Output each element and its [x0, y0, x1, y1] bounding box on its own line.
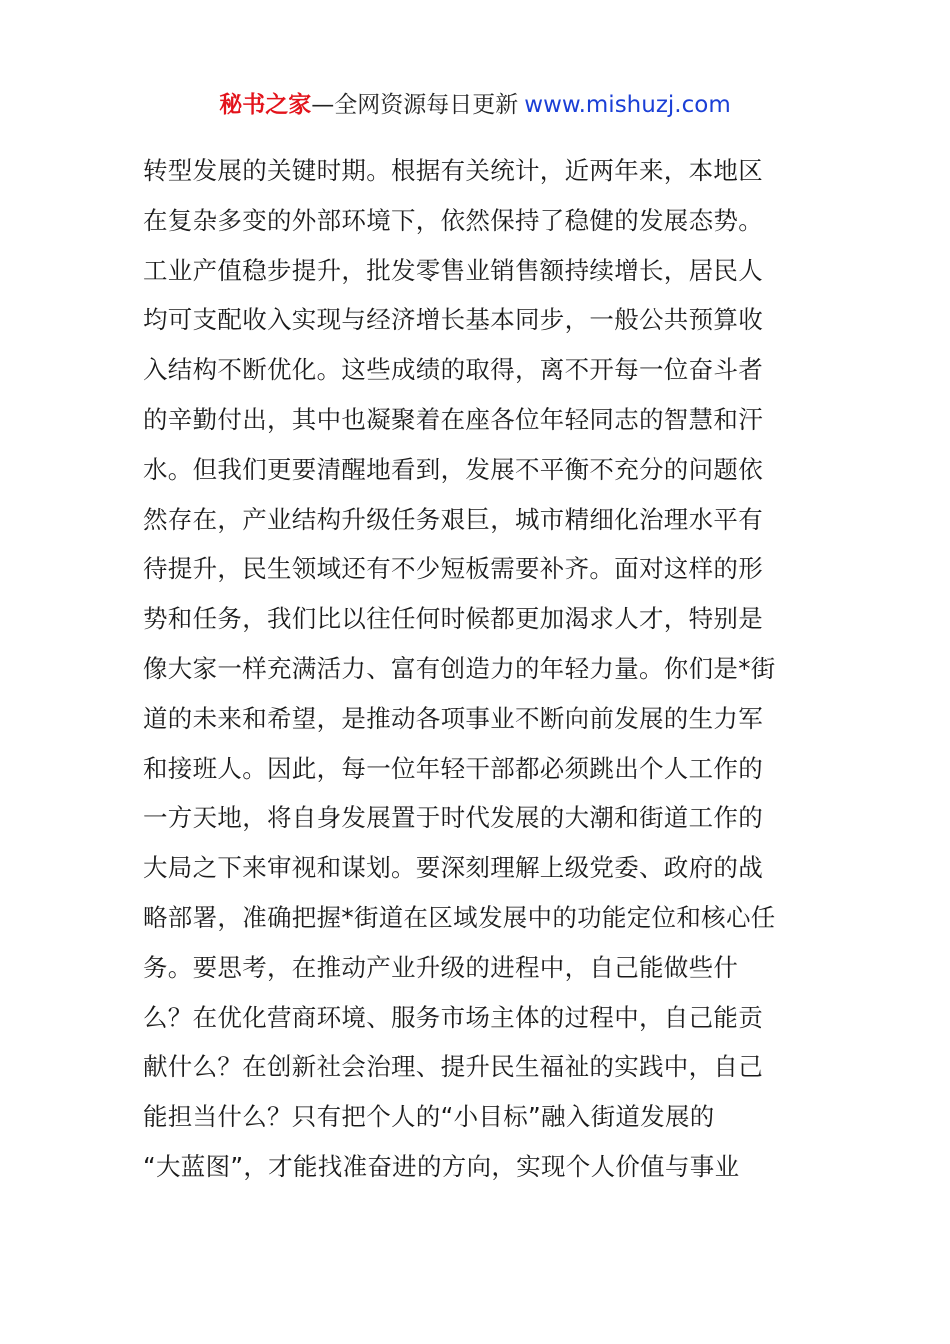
- body-line: 水。但我们更要清醒地看到，发展不平衡不充分的问题依: [143, 454, 763, 484]
- body-line: 入结构不断优化。这些成绩的取得，离不开每一位奋斗者: [143, 355, 763, 385]
- body-line: 能担当什么？只有把个人的“小目标”融入街道发展的: [143, 1102, 715, 1132]
- body-line: 均可支配收入实现与经济增长基本同步，一般公共预算收: [143, 305, 763, 335]
- body-line: 么？在优化营商环境、服务市场主体的过程中，自己能贡: [143, 1002, 763, 1032]
- body-line: 在复杂多变的外部环境下，依然保持了稳健的发展态势。: [143, 205, 763, 235]
- body-line: 献什么？在创新社会治理、提升民生福祉的实践中，自己: [143, 1052, 763, 1082]
- body-line: 待提升，民生领域还有不少短板需要补齐。面对这样的形: [143, 554, 763, 584]
- document-body: [143, 146, 809, 1192]
- body-line: 转型发展的关键时期。根据有关统计，近两年来，本地区: [143, 156, 763, 185]
- body-line: 略部署，准确把握*街道在区域发展中的功能定位和核心任: [143, 902, 776, 932]
- body-line: 然存在，产业结构升级任务艰巨，城市精细化治理水平有: [143, 504, 763, 534]
- website-url: www.mishuzj.com: [524, 92, 731, 118]
- body-line: 道的未来和希望，是推动各项事业不断向前发展的生力军: [143, 703, 763, 733]
- page-header: [0, 88, 950, 122]
- body-line: 大局之下来审视和谋划。要深刻理解上级党委、政府的战: [143, 853, 763, 883]
- body-line: 工业产值稳步提升，批发零售业销售额持续增长，居民人: [143, 255, 763, 285]
- brand-name: 秘书之家: [219, 92, 312, 118]
- body-line: 一方天地，将自身发展置于时代发展的大潮和街道工作的: [143, 803, 763, 833]
- body-line: 像大家一样充满活力、富有创造力的年轻力量。你们是*街: [143, 653, 776, 683]
- body-line: “大蓝图”，才能找准奋进的方向，实现个人价值与事业: [143, 1151, 740, 1181]
- body-line: 势和任务，我们比以往任何时候都更加渴求人才，特别是: [143, 604, 763, 634]
- header-tagline: 全网资源每日更新: [334, 92, 519, 118]
- body-line: 务。要思考，在推动产业升级的进程中，自己能做些什: [143, 952, 739, 982]
- body-line: 的辛勤付出，其中也凝聚着在座各位年轻同志的智慧和汗: [143, 404, 763, 434]
- header-dash: —: [311, 92, 335, 118]
- body-line: 和接班人。因此，每一位年轻干部都必须跳出个人工作的: [143, 753, 763, 783]
